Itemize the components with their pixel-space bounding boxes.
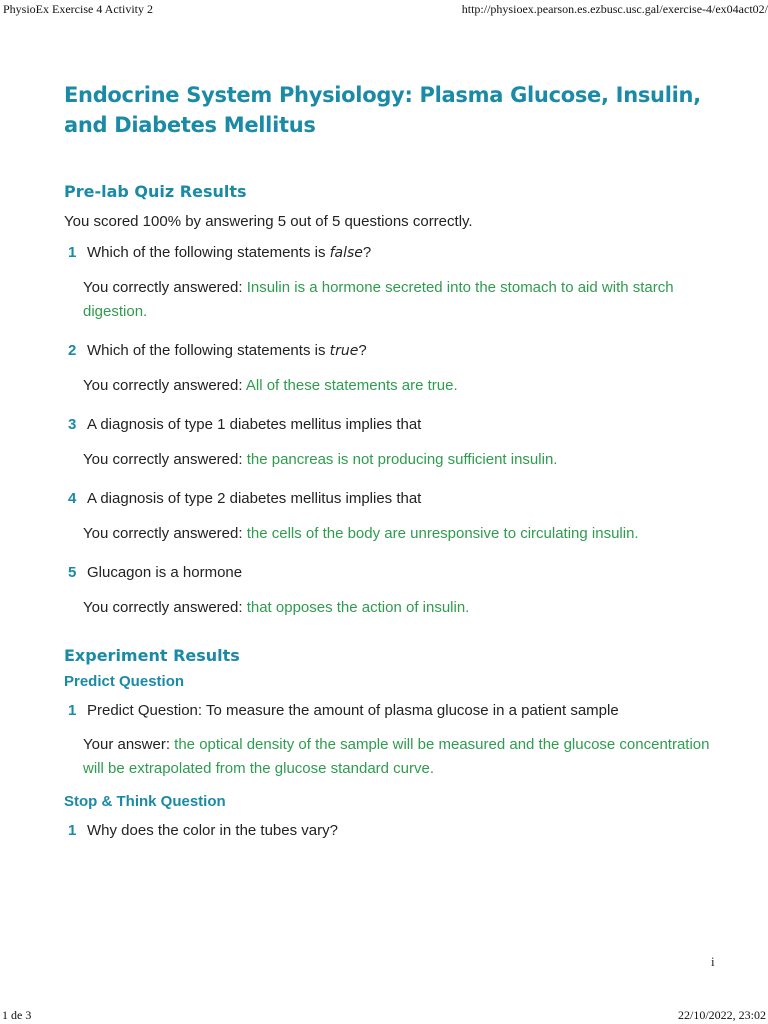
question-text: A diagnosis of type 2 diabetes mellitus implies that	[87, 490, 422, 507]
print-header-url: http://physioex.pearson.es.ezbusc.usc.gal/exercise-4/ex04act02/	[461, 2, 768, 16]
score-summary: You scored 100% by answering 5 out of 5 questions correctly.	[64, 213, 473, 230]
question-number: 3	[68, 416, 77, 433]
quiz-question-2	[64, 340, 724, 398]
quiz-question-4	[64, 488, 724, 546]
answer-row	[64, 276, 724, 324]
question-text: Why does the color in the tubes vary?	[87, 822, 338, 839]
question-text: Which of the following statements is false?	[87, 244, 372, 261]
question-emphasis: false	[329, 245, 363, 261]
question-text: Predict Question: To measure the amount of plasma glucose in a patient sample	[87, 702, 619, 719]
answer-row	[64, 522, 724, 546]
answer-row	[64, 733, 724, 781]
experiment-heading: Experiment Results	[64, 646, 240, 665]
answer-label: You correctly answered:	[83, 451, 243, 468]
answer-row	[64, 374, 724, 398]
question-number: 5	[68, 564, 77, 581]
page-marker: i	[711, 954, 715, 969]
predict-question-heading: Predict Question	[64, 673, 185, 690]
quiz-question-1	[64, 242, 724, 324]
print-timestamp: 22/10/2022, 23:02	[677, 1008, 766, 1022]
stop-think-question-item	[64, 820, 724, 842]
answer-row	[64, 596, 724, 620]
question-text: A diagnosis of type 1 diabetes mellitus implies that	[87, 416, 422, 433]
question-number: 1	[68, 244, 77, 261]
stop-think-heading: Stop & Think Question	[64, 793, 226, 810]
answer-label: Your answer:	[83, 736, 170, 753]
question-text: Which of the following statements is true?	[87, 342, 367, 359]
quiz-question-5	[64, 562, 724, 620]
answer-value: the pancreas is not producing sufficient insulin.	[246, 451, 558, 468]
page-count: 1 de 3	[2, 1008, 32, 1022]
answer-value: All of these statements are true.	[245, 377, 458, 394]
answer-label: You correctly answered:	[83, 599, 243, 616]
answer-row	[64, 448, 724, 472]
answer-label: You correctly answered:	[83, 525, 243, 542]
question-number: 4	[68, 490, 77, 507]
answer-value: the optical density of the sample will be measured and the glucose concentration will be extrapolated from the glucose standard curve.	[83, 736, 710, 777]
answer-value: that opposes the action of insulin.	[246, 599, 470, 616]
answer-value: Insulin is a hormone secreted into the stomach to aid with starch digestion.	[83, 279, 674, 320]
document-content	[64, 80, 724, 842]
page-title: Endocrine System Physiology: Plasma Glucose, Insulin, and Diabetes Mellitus	[64, 83, 701, 137]
print-header-title: PhysioEx Exercise 4 Activity 2	[3, 2, 153, 16]
question-number: 1	[68, 822, 77, 839]
answer-label: You correctly answered:	[83, 377, 243, 394]
answer-value: the cells of the body are unresponsive to circulating insulin.	[246, 525, 639, 542]
answer-label: You correctly answered:	[83, 279, 243, 296]
question-number: 2	[68, 342, 77, 359]
question-number: 1	[68, 702, 77, 719]
question-emphasis: true	[329, 343, 359, 359]
predict-question-item	[64, 700, 724, 781]
question-text: Glucagon is a hormone	[87, 564, 243, 581]
quiz-question-3	[64, 414, 724, 472]
prelab-heading: Pre-lab Quiz Results	[64, 182, 247, 201]
